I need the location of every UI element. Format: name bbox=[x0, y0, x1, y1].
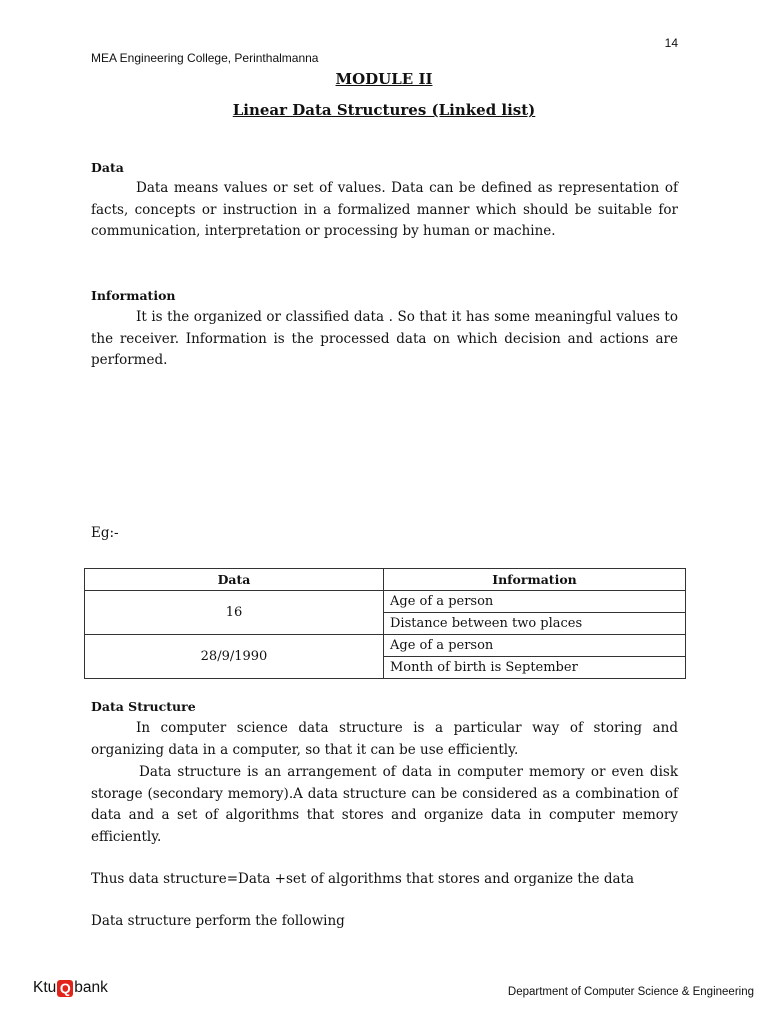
data-paragraph bbox=[91, 178, 678, 243]
data-structure-heading: Data Structure bbox=[91, 699, 196, 714]
table-row bbox=[85, 635, 686, 657]
table-cell-info: Distance between two places bbox=[384, 613, 686, 635]
data-structure-perform-text: Data structure perform the following bbox=[91, 913, 345, 929]
data-structure-paragraph-1-text: In computer science data structure is a particular way of storing and organizing data in a computer, so that it can be use efficiently. bbox=[91, 720, 678, 758]
data-heading: Data bbox=[91, 160, 124, 175]
table-header-information: Information bbox=[384, 569, 686, 591]
page-subtitle: Linear Data Structures (Linked list) bbox=[232, 101, 536, 119]
data-paragraph-text: Data means values or set of values. Data can be defined as representation of facts, concepts or instruction in a formalized manner which should be suitable for communication, interpretation or processing by human or machine. bbox=[91, 180, 678, 240]
ktuqbank-logo bbox=[33, 979, 108, 997]
table-cell-info: Month of birth is September bbox=[384, 657, 686, 679]
college-name: MEA Engineering College, Perinthalmanna bbox=[91, 51, 319, 65]
footer-department: Department of Computer Science & Engineering bbox=[507, 986, 754, 998]
table-cell-info: Age of a person bbox=[384, 591, 686, 613]
table-cell-data: 16 bbox=[85, 591, 384, 635]
information-heading: Information bbox=[91, 288, 176, 303]
table-row bbox=[85, 591, 686, 613]
module-title: MODULE II bbox=[335, 70, 433, 88]
example-label: Eg:- bbox=[91, 525, 119, 541]
table-cell-info: Age of a person bbox=[384, 635, 686, 657]
page-number: 14 bbox=[664, 36, 678, 50]
table-cell-data: 28/9/1990 bbox=[85, 635, 384, 679]
logo-q-icon: Q bbox=[57, 980, 73, 997]
data-structure-paragraph-2-text: Data structure is an arrangement of data in computer memory or even disk storage (secondary memory).A data structure can be considered as a combination of data and a set of algorithms that stores and organize data in computer memory efficiently. bbox=[91, 764, 678, 845]
data-information-table bbox=[84, 568, 686, 679]
logo-text-right: bank bbox=[74, 979, 108, 996]
data-structure-paragraph-1 bbox=[91, 718, 678, 761]
data-structure-paragraph-2 bbox=[91, 762, 678, 848]
data-structure-equation: Thus data structure=Data +set of algorithms that stores and organize the data bbox=[91, 871, 634, 887]
table-header-row bbox=[85, 569, 686, 591]
information-paragraph bbox=[91, 307, 678, 372]
logo-text-left: Ktu bbox=[33, 979, 57, 996]
information-paragraph-text: It is the organized or classified data . So that it has some meaningful values to the receiver. Information is the processed data on which decision and actions are performed. bbox=[91, 309, 678, 369]
table-header-data: Data bbox=[85, 569, 384, 591]
